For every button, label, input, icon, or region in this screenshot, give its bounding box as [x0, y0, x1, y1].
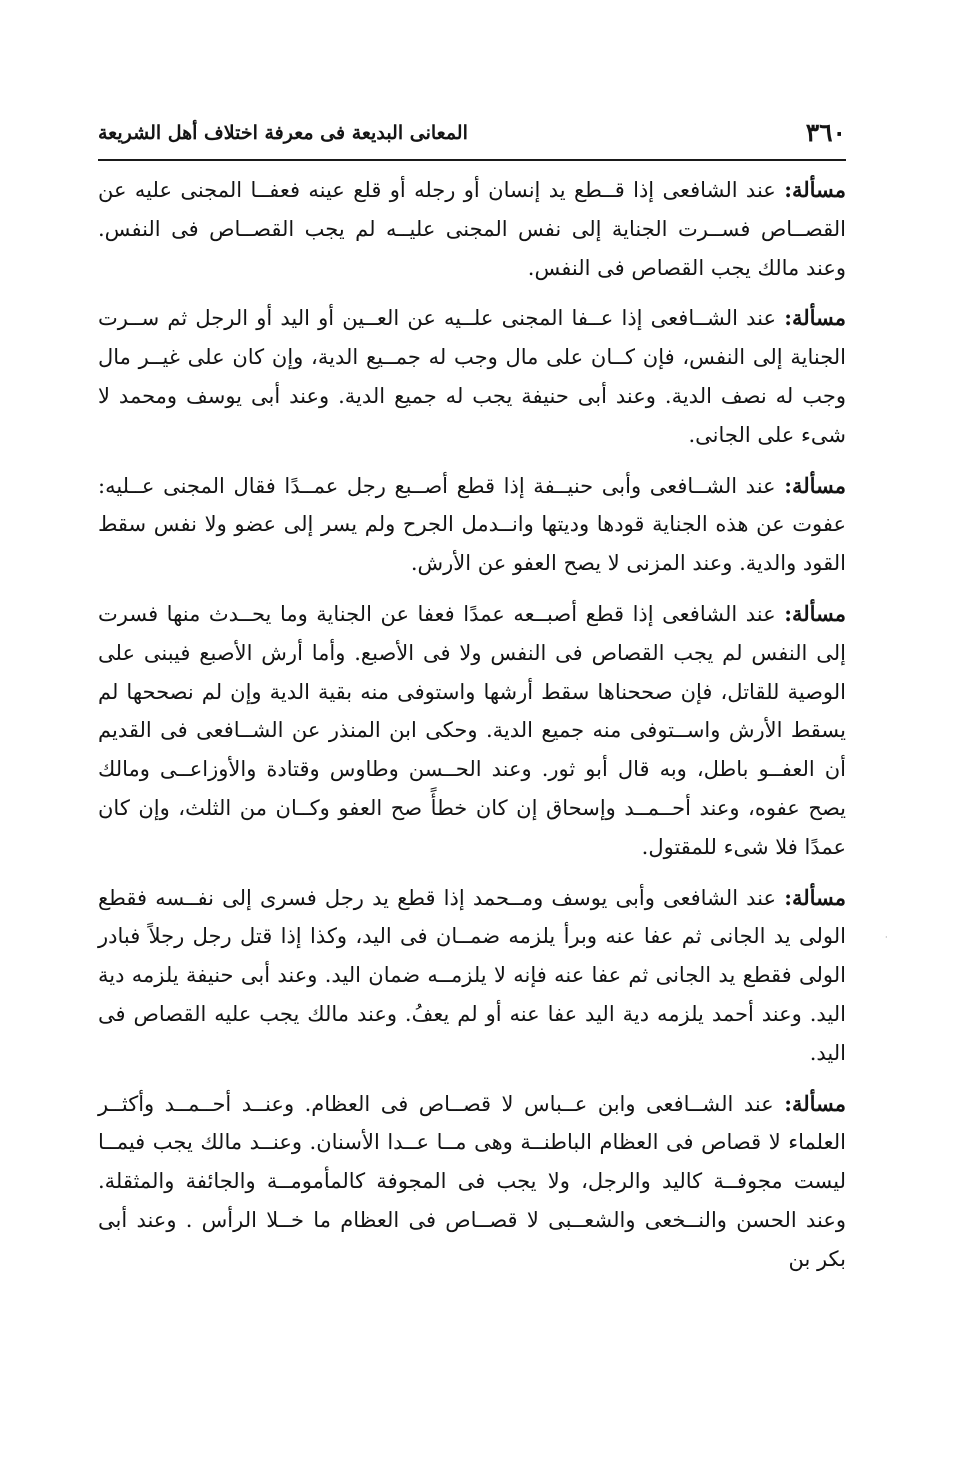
masala-term: مسألة: — [784, 600, 846, 626]
masala-text: عند الشافعى إذا قطع أصبــعه عمدًا فعفا عن الجناية وما يحــدث منها فسرت إلى النفس لم يجب القصاص فى النفس ولا فى الأصبع. وأما أرش الأصبع فيبنى على الوصية للقاتل، فإن صححناها سقط أرشها واستوفى منه بقية الدية وإن لم نصححها لم يسقط الأرش واســتوفى منه جميع الدية. وحكى ابن المنذر عن الشــافعى فى القديم أن العفــو باطل، وبه قال أبو ثور. وعند الحــسن وطاوس وقتادة والأوزاعــى ومالك يصح عفوه، وعند أحــمــد وإسحاق إن كان خطأً صح العفو وكــان من الثلث، وإن كان عمدًا فلا شىء للمقتول. — [98, 601, 846, 859]
masala-text: عند الشــافعى وابن عــباس لا قصــاص فى العظام. وعنــد أحــمــد وأكثــر العلماء لا قصاص فى العظام الباطنــة وهى مــا عــدا الأسنان. وعنــد مالك يجب فيمــا ليست مجوفــة كاليد والرجل، ولا يجب فى المجوفة كالمأمومــة والجائفة والمثقلة. وعند الحسن والنــخعى والشعــبى لا قصــاص فى العظام ما خــلا الرأس . وعند أبى بكر بن — [98, 1091, 846, 1271]
masala-text: عند الشــافعى وأبى حنيــفة إذا قطع أصــبع رجل عمــدًا فقال المجنى عــليه: عفوت عن هذه الجناية قودها وديتها وانــدمل الجرح ولم يسر إلى عضو ولا نفس سقط القود والدية. وعند المزنى لا يصح العفو عن الأرش. — [98, 473, 846, 576]
masala-paragraph — [98, 171, 846, 287]
masala-term: مسألة: — [784, 305, 846, 331]
masala-text: عند الشافعى إذا قــطع يد إنسان أو رجله أو قلع عينه فعفــا المجنى عليه عن القصــاص فســرت الجناية إلى نفس المجنى عليــه لم يجب القصــاص فى النفس. وعند مالك يجب القصاص فى النفس. — [98, 178, 846, 280]
masala-term: مسألة: — [784, 472, 846, 498]
masala-text: عند الشــافعى إذا عــفا المجنى علــيه عن العــين أو اليد أو الرجل ثم ســرت الجناية إلى النفس، فإن كــان على مال وجب له جمــيع الدية، وإن كان على غيــر مال وجب له نصف الدية. وعند أبى حنيفة يجب له جميع الدية. وعند أبى يوسف ومحمد لا شىء على الجانى. — [98, 306, 846, 447]
book-title: المعانى البديعة فى معرفة اختلاف أهل الشريعة — [98, 122, 468, 144]
masala-term: مسألة: — [784, 177, 846, 202]
page-body — [98, 171, 846, 1291]
masala-paragraph — [98, 467, 846, 583]
masala-paragraph — [98, 879, 846, 1073]
margin-speck: · — [885, 933, 888, 942]
masala-text: عند الشافعى وأبى يوسف ومــحمد إذا قطع يد رجل فسرى إلى نفــسه فقطع الولى يد الجانى ثم عفا عنه وبرأ يلزمه ضمــان فى اليد، وكذا إذا قتل رجل رجلاً فبادر الولى فقطع يد الجانى ثم عفا عنه فإنه لا يلزمــه ضمان اليد. وعند أبى حنيفة يلزمه دية اليد. وعند أحمد يلزمه دية اليد عفا عنه أو لم يعفُ. وعند مالك يجب عليه القصاص فى اليد. — [98, 885, 846, 1065]
masala-term: مسألة: — [784, 884, 846, 910]
page-number: ٣٦٠ — [805, 118, 846, 147]
masala-term: مسألة: — [784, 1090, 846, 1116]
running-header — [98, 116, 846, 156]
header-divider — [98, 159, 846, 161]
masala-paragraph — [98, 299, 846, 454]
masala-paragraph — [98, 1085, 846, 1279]
masala-paragraph — [98, 595, 846, 867]
